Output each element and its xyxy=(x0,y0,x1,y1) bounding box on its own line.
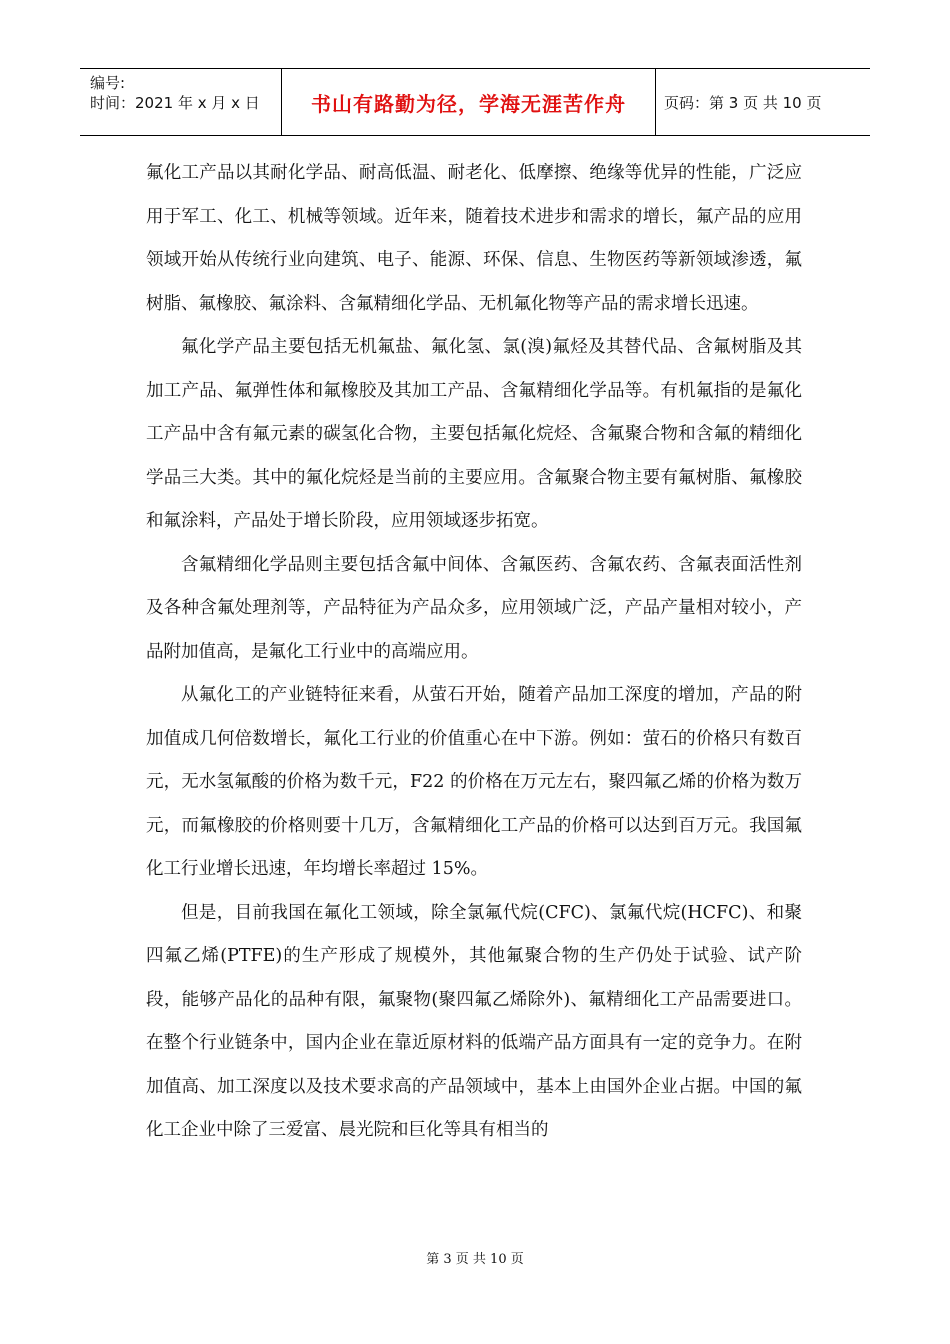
page-footer: 第 3 页 共 10 页 xyxy=(426,1252,524,1267)
header-page-code: 页码：第 3 页 共 10 页 xyxy=(664,93,822,112)
paragraph: 氟化工产品以其耐化学品、耐高低温、耐老化、低摩擦、绝缘等优异的性能，广泛应用于军工、化工、机械等领域。近年来，随着技术进步和需求的增长，氟产品的应用领域开始从传统行业向建筑、电子、能源、环保、信息、生物医药等新领域渗透，氟树脂、氟橡胶、氟涂料、含氟精细化学品、无机氟化物等产品的需求增长迅速。 xyxy=(146,163,802,314)
document-body xyxy=(146,152,802,1153)
paragraph: 从氟化工的产业链特征来看，从萤石开始，随着产品加工深度的增加，产品的附加值成几何倍数增长，氟化工行业的价值重心在中下游。例如：萤石的价格只有数百元，无水氢氟酸的价格为数千元，F22 的价格在万元左右，聚四氟乙烯的价格为数万元，而氟橡胶的价格则要十几万，含氟精细化工产品的价格可以达到百万元。我国氟化工行业增长迅速，年均增长率超过 15%。 xyxy=(146,685,802,879)
document-number-label: 编号: xyxy=(90,74,126,92)
header-meta xyxy=(80,69,282,135)
paragraph: 含氟精细化学品则主要包括含氟中间体、含氟医药、含氟农药、含氟表面活性剂及各种含氟处理剂等，产品特征为产品众多，应用领域广泛，产品产量相对较小，产品附加值高，是氟化工行业中的高端应用。 xyxy=(146,554,802,662)
document-time-label: 时间：2021 年 x 月 x 日 xyxy=(90,94,260,112)
document-header xyxy=(80,68,870,136)
paragraph: 氟化学产品主要包括无机氟盐、氟化氢、氯(溴)氟烃及其替代品、含氟树脂及其加工产品、氟弹性体和氟橡胶及其加工产品、含氟精细化学品等。有机氟指的是氟化工产品中含有氟元素的碳氢化合物，主要包括氟化烷烃、含氟聚合物和含氟的精细化学品三大类。其中的氟化烷烃是当前的主要应用。含氟聚合物主要有氟树脂、氟橡胶和氟涂料，产品处于增长阶段，应用领域逐步拓宽。 xyxy=(146,337,802,531)
paragraph: 但是，目前我国在氟化工领域，除全氯氟代烷(CFC)、氯氟代烷(HCFC)、和聚四氟乙烯(PTFE)的生产形成了规模外，其他氟聚合物的生产仍处于试验、试产阶段，能够产品化的品种有限，氟聚物(聚四氟乙烯除外)、氟精细化工产品需要进口。在整个行业链条中，国内企业在靠近原材料的低端产品方面具有一定的竞争力。在附加值高、加工深度以及技术要求高的产品领域中，基本上由国外企业占据。中国的氟化工企业中除了三爱富、晨光院和巨化等具有相当的 xyxy=(146,902,802,1140)
header-motto: 书山有路勤为径，学海无涯苦作舟 xyxy=(282,69,656,135)
